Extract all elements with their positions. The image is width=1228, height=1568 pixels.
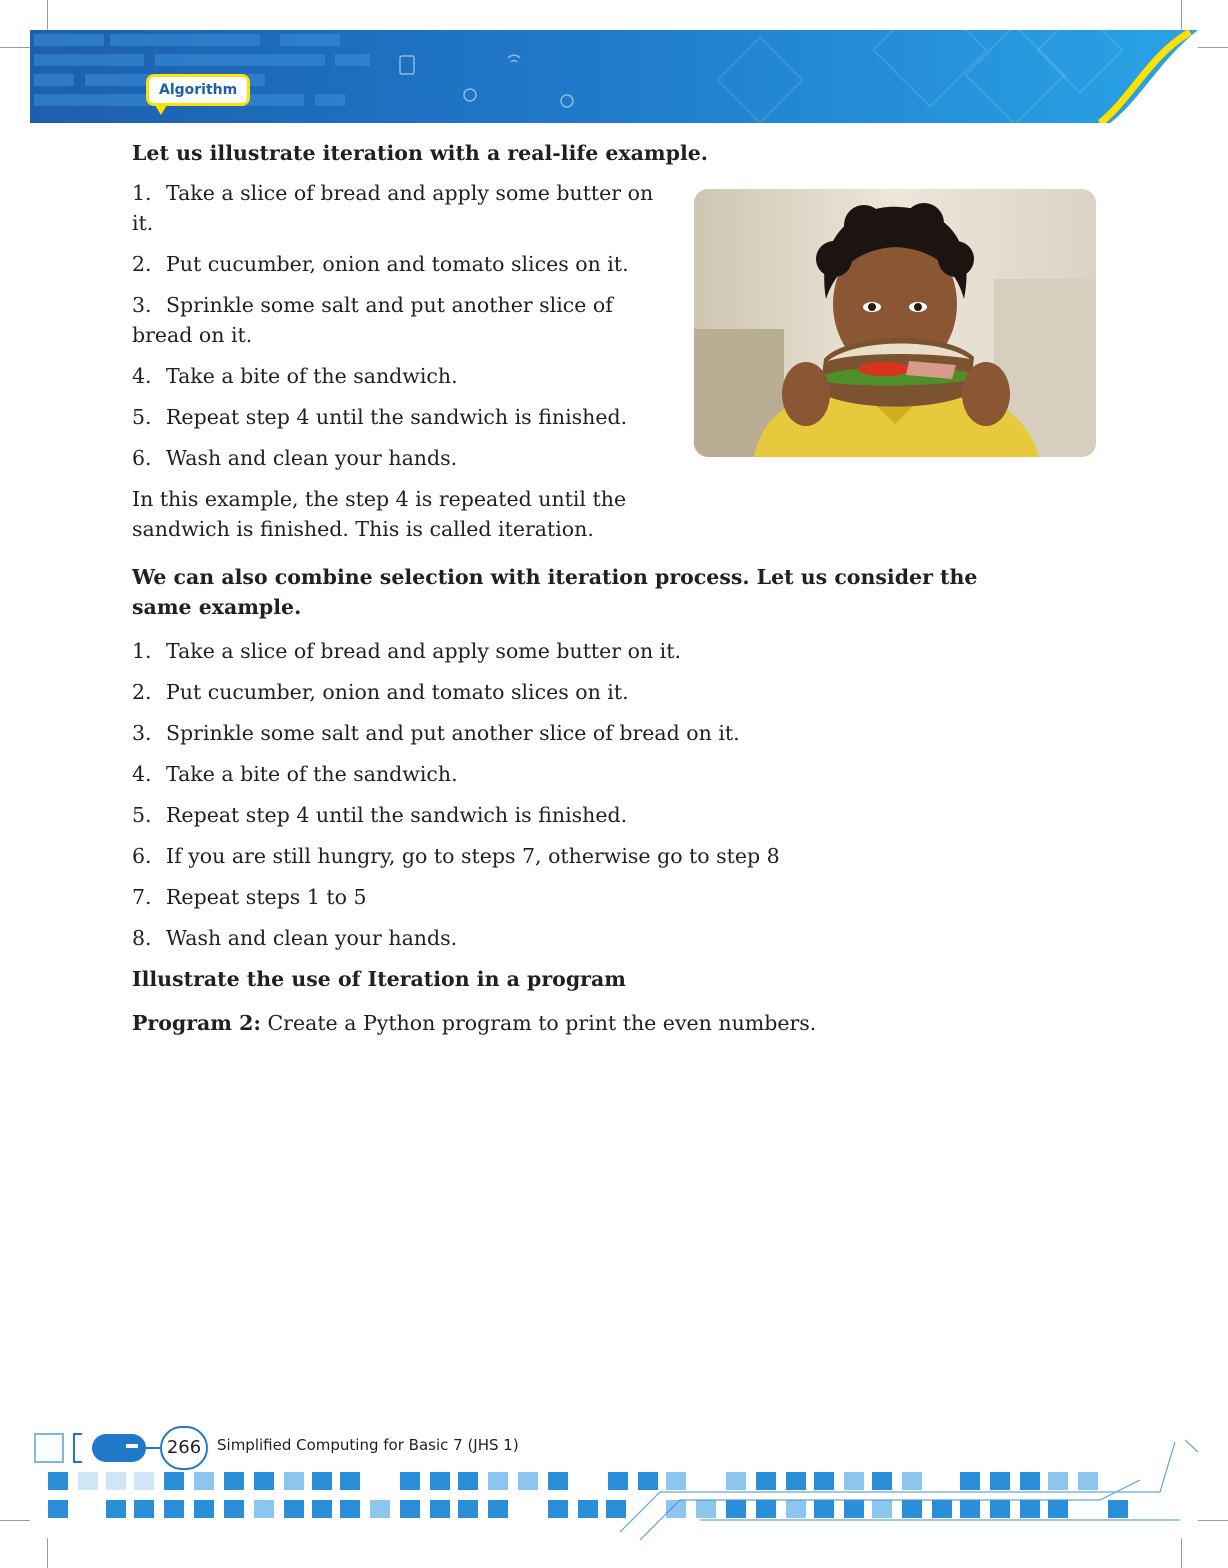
wifi-icon — [508, 55, 520, 62]
step-text: Put cucumber, onion and tomato slices on it. — [166, 680, 629, 704]
step-number: 3. — [132, 721, 152, 745]
section-label: Algorithm — [146, 74, 250, 106]
list-item — [132, 718, 1032, 748]
step-number: 5. — [132, 405, 152, 429]
globe-icon — [561, 95, 573, 107]
step-number: 2. — [132, 680, 152, 704]
step-text: Put cucumber, onion and tomato slices on it. — [166, 252, 629, 276]
step-text: Repeat step 4 until the sandwich is finished. — [166, 803, 628, 827]
list-item — [132, 882, 1032, 912]
section-heading: Let us illustrate iteration with a real-life example. — [132, 141, 708, 165]
crop-mark — [0, 47, 30, 48]
list-item — [132, 443, 677, 473]
list-item — [132, 249, 677, 279]
step-text: Wash and clean your hands. — [166, 926, 458, 950]
step-number: 4. — [132, 364, 152, 388]
list-item — [132, 402, 677, 432]
crop-mark — [1181, 0, 1182, 30]
page-number: 266 — [160, 1426, 208, 1470]
step-number: 4. — [132, 762, 152, 786]
list-item — [132, 800, 1032, 830]
step-number: 2. — [132, 252, 152, 276]
list-item — [132, 290, 677, 350]
steps-list — [132, 636, 1032, 953]
steps-list — [132, 178, 677, 473]
step-text: Sprinkle some salt and put another slice of bread on it. — [132, 293, 613, 347]
calculator-icon — [400, 56, 414, 74]
section-heading: Illustrate the use of Iteration in a program — [132, 967, 626, 991]
step-number: 7. — [132, 885, 152, 909]
step-text: If you are still hungry, go to steps 7, otherwise go to step 8 — [166, 844, 780, 868]
bulb-icon — [464, 89, 476, 101]
step-number: 6. — [132, 844, 152, 868]
step-number: 1. — [132, 181, 152, 205]
step-number: 8. — [132, 926, 152, 950]
step-text: Take a slice of bread and apply some butter on it. — [166, 639, 681, 663]
crop-mark — [1198, 47, 1228, 48]
list-item — [132, 841, 1032, 871]
list-item — [132, 677, 1032, 707]
program-label: Program 2: — [132, 1011, 261, 1035]
step-text: Take a slice of bread and apply some butter on it. — [132, 181, 654, 235]
step-text: Take a bite of the sandwich. — [166, 364, 458, 388]
list-item — [132, 759, 1032, 789]
step-text: Repeat step 4 until the sandwich is finished. — [166, 405, 628, 429]
list-item — [132, 923, 1032, 953]
book-title: Simplified Computing for Basic 7 (JHS 1) — [217, 1436, 519, 1454]
program-text: Create a Python program to print the even numbers. — [260, 1011, 817, 1035]
step-text: Take a bite of the sandwich. — [166, 762, 458, 786]
explanation-paragraph: In this example, the step 4 is repeated until the sandwich is finished. This is called iteration. — [132, 487, 627, 541]
crop-mark — [47, 0, 48, 30]
list-item — [132, 178, 677, 238]
list-item — [132, 636, 1032, 666]
step-number: 6. — [132, 446, 152, 470]
list-item — [132, 361, 677, 391]
step-number: 3. — [132, 293, 152, 317]
photo-illustration — [694, 189, 1096, 457]
section-heading: We can also combine selection with iteration process. Let us consider the same example. — [132, 565, 978, 619]
boy-eating-sandwich-photo — [694, 189, 1096, 457]
step-text: Repeat steps 1 to 5 — [166, 885, 367, 909]
step-text: Sprinkle some salt and put another slice of bread on it. — [166, 721, 740, 745]
step-text: Wash and clean your hands. — [166, 446, 458, 470]
program-statement — [132, 1008, 1032, 1038]
step-number: 5. — [132, 803, 152, 827]
step-number: 1. — [132, 639, 152, 663]
